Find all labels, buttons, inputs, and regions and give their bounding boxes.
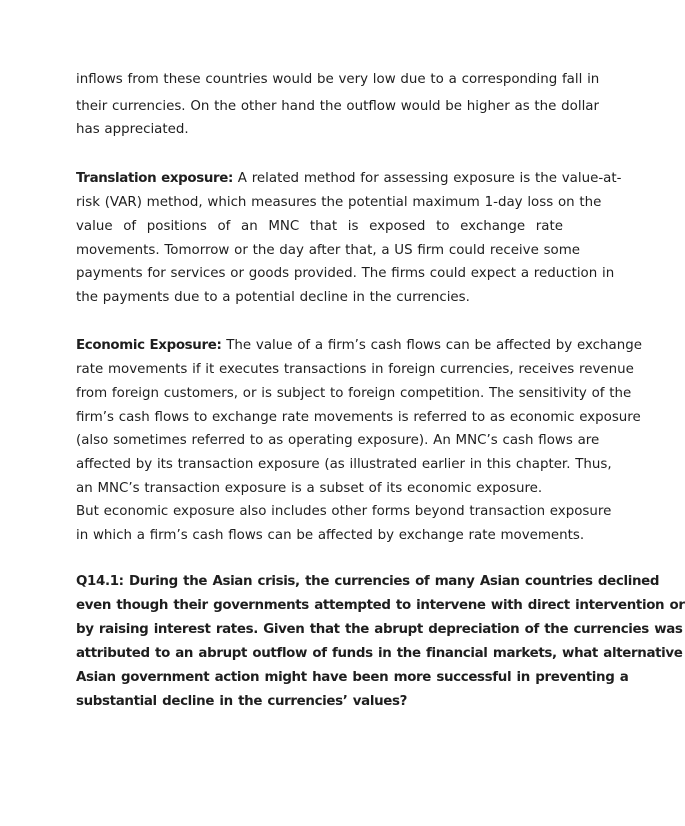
text-line: But economic exposure also includes other forms beyond transaction exposure bbox=[76, 504, 612, 519]
text-span: The value of a firm’s cash flows can be affected by exchange bbox=[226, 338, 642, 353]
text-line bbox=[76, 337, 642, 355]
text-line: firm’s cash flows to exchange rate movements is referred to as economic exposure bbox=[76, 410, 641, 425]
question-line: substantial decline in the currencies’ values? bbox=[76, 694, 408, 709]
text-line: their currencies. On the other hand the outflow would be higher as the dollar bbox=[76, 99, 600, 114]
text-line: an MNC’s transaction exposure is a subset of its economic exposure. bbox=[76, 481, 543, 496]
question-line: Asian government action might have been more successful in preventing a bbox=[76, 670, 629, 685]
text-line: from foreign customers, or is subject to foreign competition. The sensitivity of the bbox=[76, 386, 632, 401]
economic-exposure-heading: Economic Exposure: bbox=[76, 338, 222, 353]
text-line: has appreciated. bbox=[76, 122, 189, 137]
text-line: in which a firm’s cash flows can be affected by exchange rate movements. bbox=[76, 528, 585, 543]
text-line bbox=[76, 170, 622, 188]
question-line: Q14.1: During the Asian crisis, the currencies of many Asian countries declined bbox=[76, 574, 660, 589]
text-line: affected by its transaction exposure (as illustrated earlier in this chapter. Thus, bbox=[76, 457, 612, 472]
text-line: the payments due to a potential decline in the currencies. bbox=[76, 290, 470, 305]
question-line: even though their governments attempted to intervene with direct intervention or bbox=[76, 598, 685, 613]
question-line: by raising interest rates. Given that the abrupt depreciation of the currencies was bbox=[76, 622, 683, 637]
text-line: inflows from these countries would be very low due to a corresponding fall in bbox=[76, 72, 600, 87]
text-line: value of positions of an MNC that is exposed to exchange rate bbox=[76, 219, 563, 234]
text-line: payments for services or goods provided. The firms could expect a reduction in bbox=[76, 266, 615, 281]
text-line: movements. Tomorrow or the day after that, a US firm could receive some bbox=[76, 243, 581, 258]
text-line: risk (VAR) method, which measures the potential maximum 1-day loss on the bbox=[76, 195, 602, 210]
text-line: rate movements if it executes transactions in foreign currencies, receives revenue bbox=[76, 362, 634, 377]
text-span: A related method for assessing exposure is the value-at- bbox=[237, 171, 622, 186]
translation-exposure-heading: Translation exposure: bbox=[76, 171, 234, 186]
text-line: (also sometimes referred to as operating exposure). An MNC’s cash flows are bbox=[76, 433, 600, 448]
question-line: attributed to an abrupt outflow of funds in the financial markets, what alternative bbox=[76, 646, 683, 661]
